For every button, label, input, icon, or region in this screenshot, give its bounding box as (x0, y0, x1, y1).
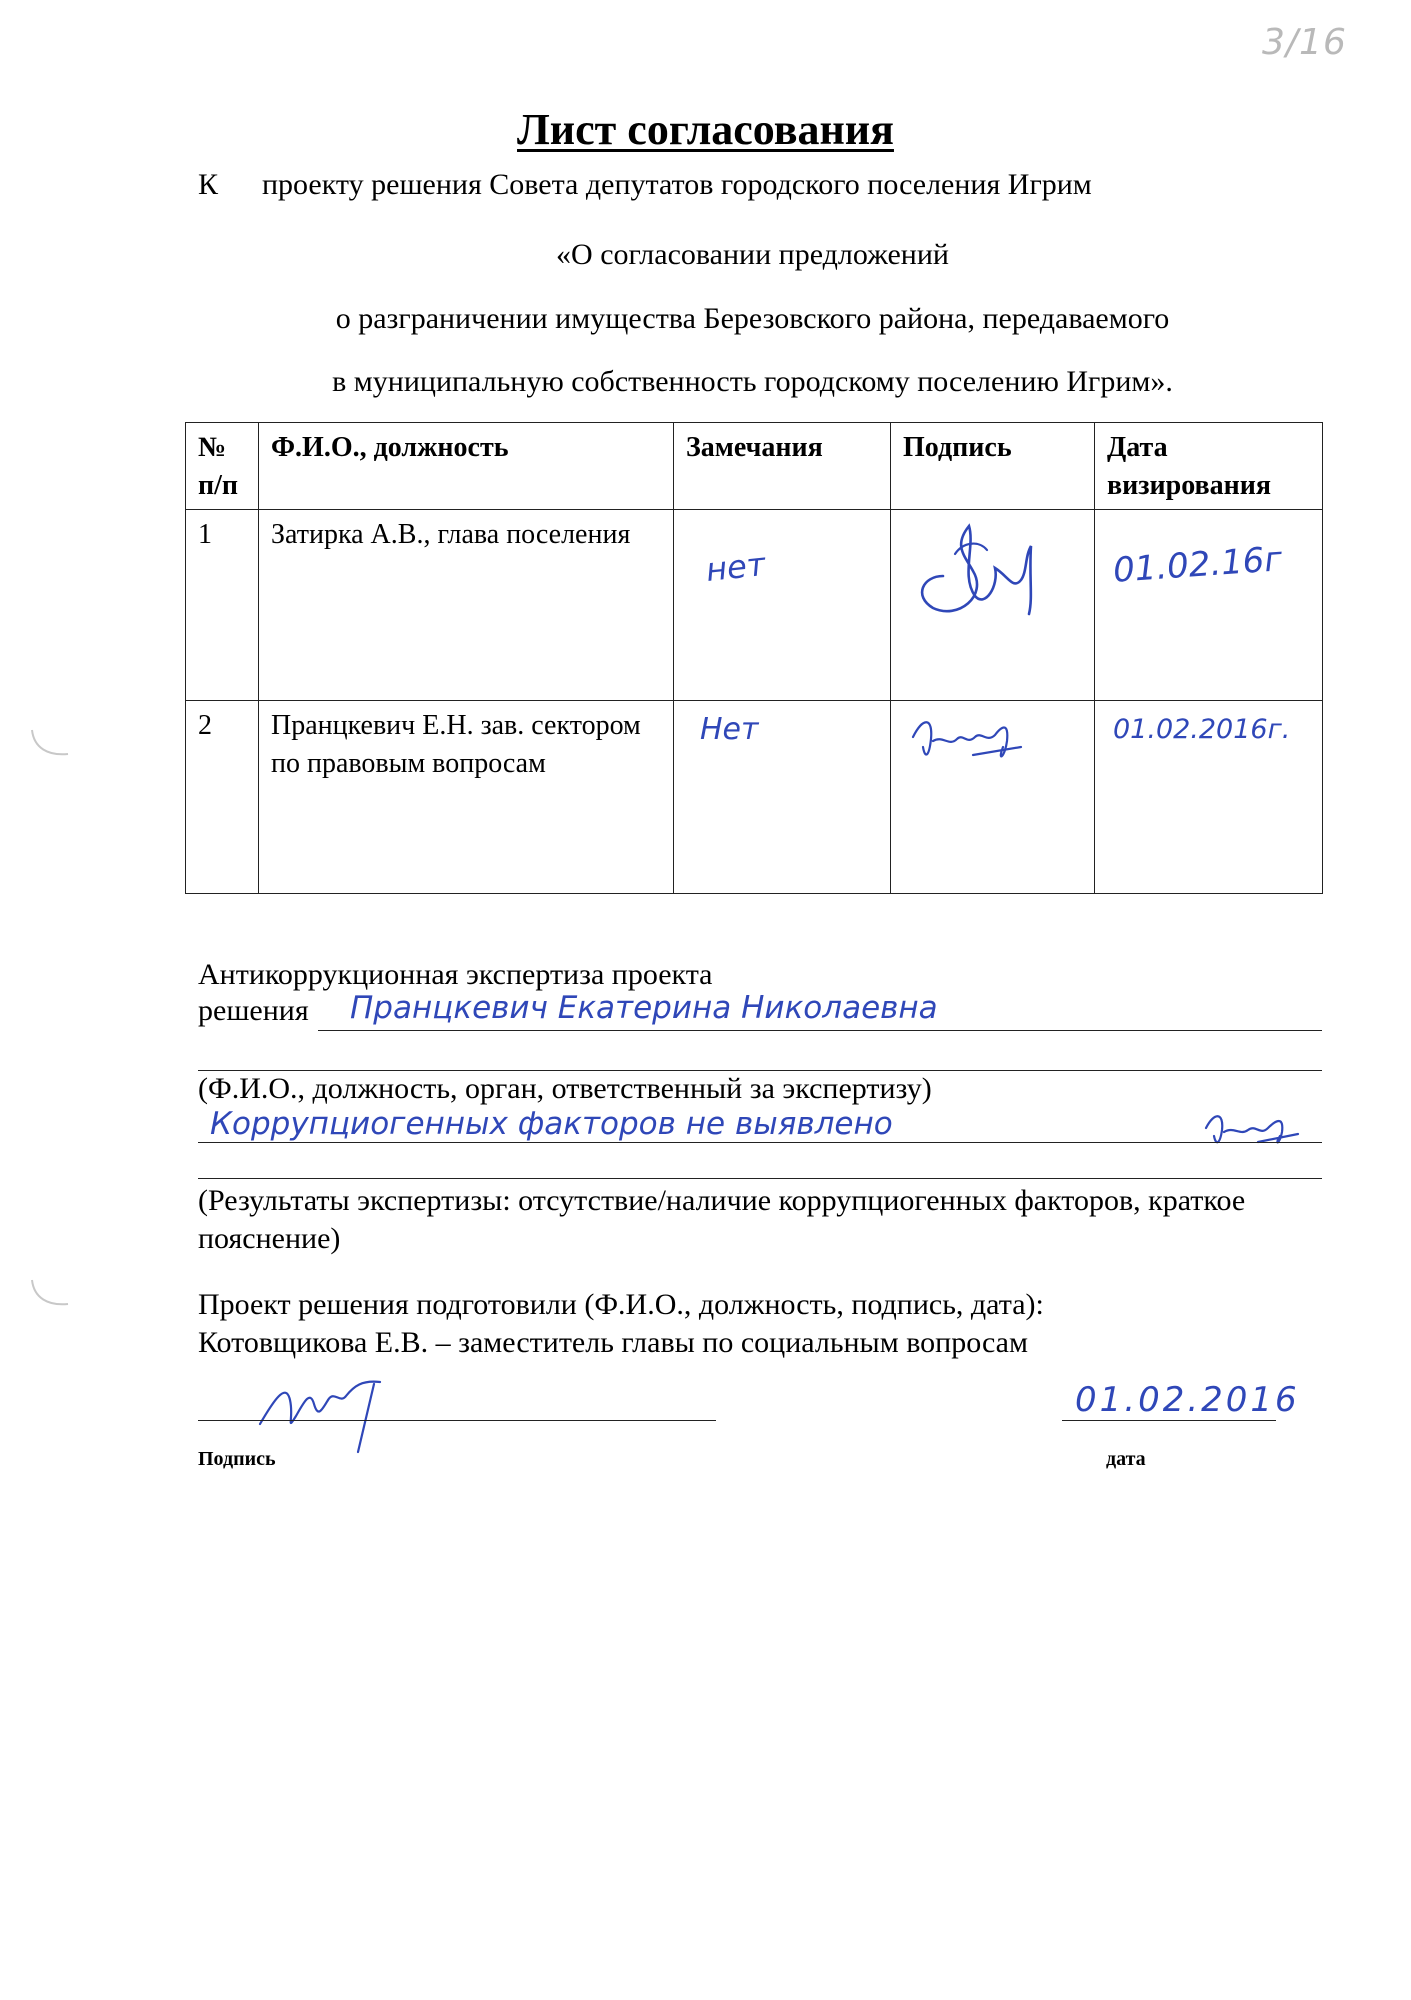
caption-responsible: (Ф.И.О., должность, орган, ответственный за экспертизу) (198, 1072, 932, 1105)
handwritten-date: 01.02.16г (1111, 539, 1284, 591)
row-date (1095, 701, 1323, 894)
handwritten-remarks: Нет (700, 712, 759, 747)
approval-table (185, 422, 1323, 894)
handwritten-signature (903, 707, 1033, 767)
row-remarks (674, 701, 891, 894)
row-signature (891, 701, 1095, 894)
header-signature: Подпись (891, 423, 1095, 510)
signature-underline (198, 1420, 716, 1421)
header-name: Ф.И.О., должность (259, 423, 674, 510)
header-number: № п/п (186, 423, 259, 510)
date-label: дата (1106, 1448, 1146, 1470)
caption-results: (Результаты экспертизы: отсутствие/наличие коррупциогенных факторов, краткое пояснение) (198, 1184, 1246, 1255)
handwritten-prepared-date: 01.02.2016 (1075, 1380, 1300, 1420)
row-number: 2 (186, 701, 259, 894)
row-name: Затирка А.В., глава поселения (259, 510, 674, 701)
subtitle-line-1: проекту решения Совета депутатов городского поселения Игрим (262, 168, 1092, 201)
handwritten-result: Коррупциогенных факторов не выявлено (210, 1106, 893, 1142)
row-number: 1 (186, 510, 259, 701)
punch-hole (26, 720, 76, 770)
handwritten-remarks: нет (704, 545, 768, 589)
document-title: Лист согласования (517, 105, 894, 154)
signature-label: Подпись (198, 1448, 276, 1470)
handwritten-signature (250, 1360, 420, 1460)
blank-underline (198, 1178, 1322, 1179)
expertise-label-decision: решения (198, 994, 309, 1027)
date-underline (1062, 1420, 1276, 1421)
table-header-row (186, 423, 1323, 510)
row-remarks (674, 510, 891, 701)
row-signature (891, 510, 1095, 701)
row-name: Пранцкевич Е.Н. зав. сектором по правовым вопросам (259, 701, 674, 894)
page-number: 3/16 (1262, 22, 1347, 63)
responsible-underline (318, 1030, 1322, 1031)
subtitle-line-4: в муниципальную собственность городскому поселению Игрим». (332, 365, 1173, 398)
table-row (186, 510, 1323, 701)
prepared-person: Котовщикова Е.В. – заместитель главы по социальным вопросам (198, 1326, 1028, 1359)
punch-hole (26, 1270, 76, 1320)
prepared-label: Проект решения подготовили (Ф.И.О., должность, подпись, дата): (198, 1288, 1044, 1321)
handwritten-signature (903, 516, 1053, 626)
header-date: Дата визирования (1095, 423, 1323, 510)
handwritten-responsible: Пранцкевич Екатерина Николаевна (350, 990, 938, 1026)
header-remarks: Замечания (674, 423, 891, 510)
handwritten-date: 01.02.2016г. (1113, 714, 1291, 745)
subtitle-line-3: о разграничении имущества Березовского района, передаваемого (335, 302, 1170, 335)
row-date (1095, 510, 1323, 701)
expertise-label: Антикоррукционная экспертиза проекта (198, 958, 713, 991)
result-underline (198, 1142, 1322, 1143)
subtitle-line-2: «О согласовании предложений (556, 238, 949, 271)
table-row (186, 701, 1323, 894)
subtitle-prefix: К (198, 168, 219, 201)
